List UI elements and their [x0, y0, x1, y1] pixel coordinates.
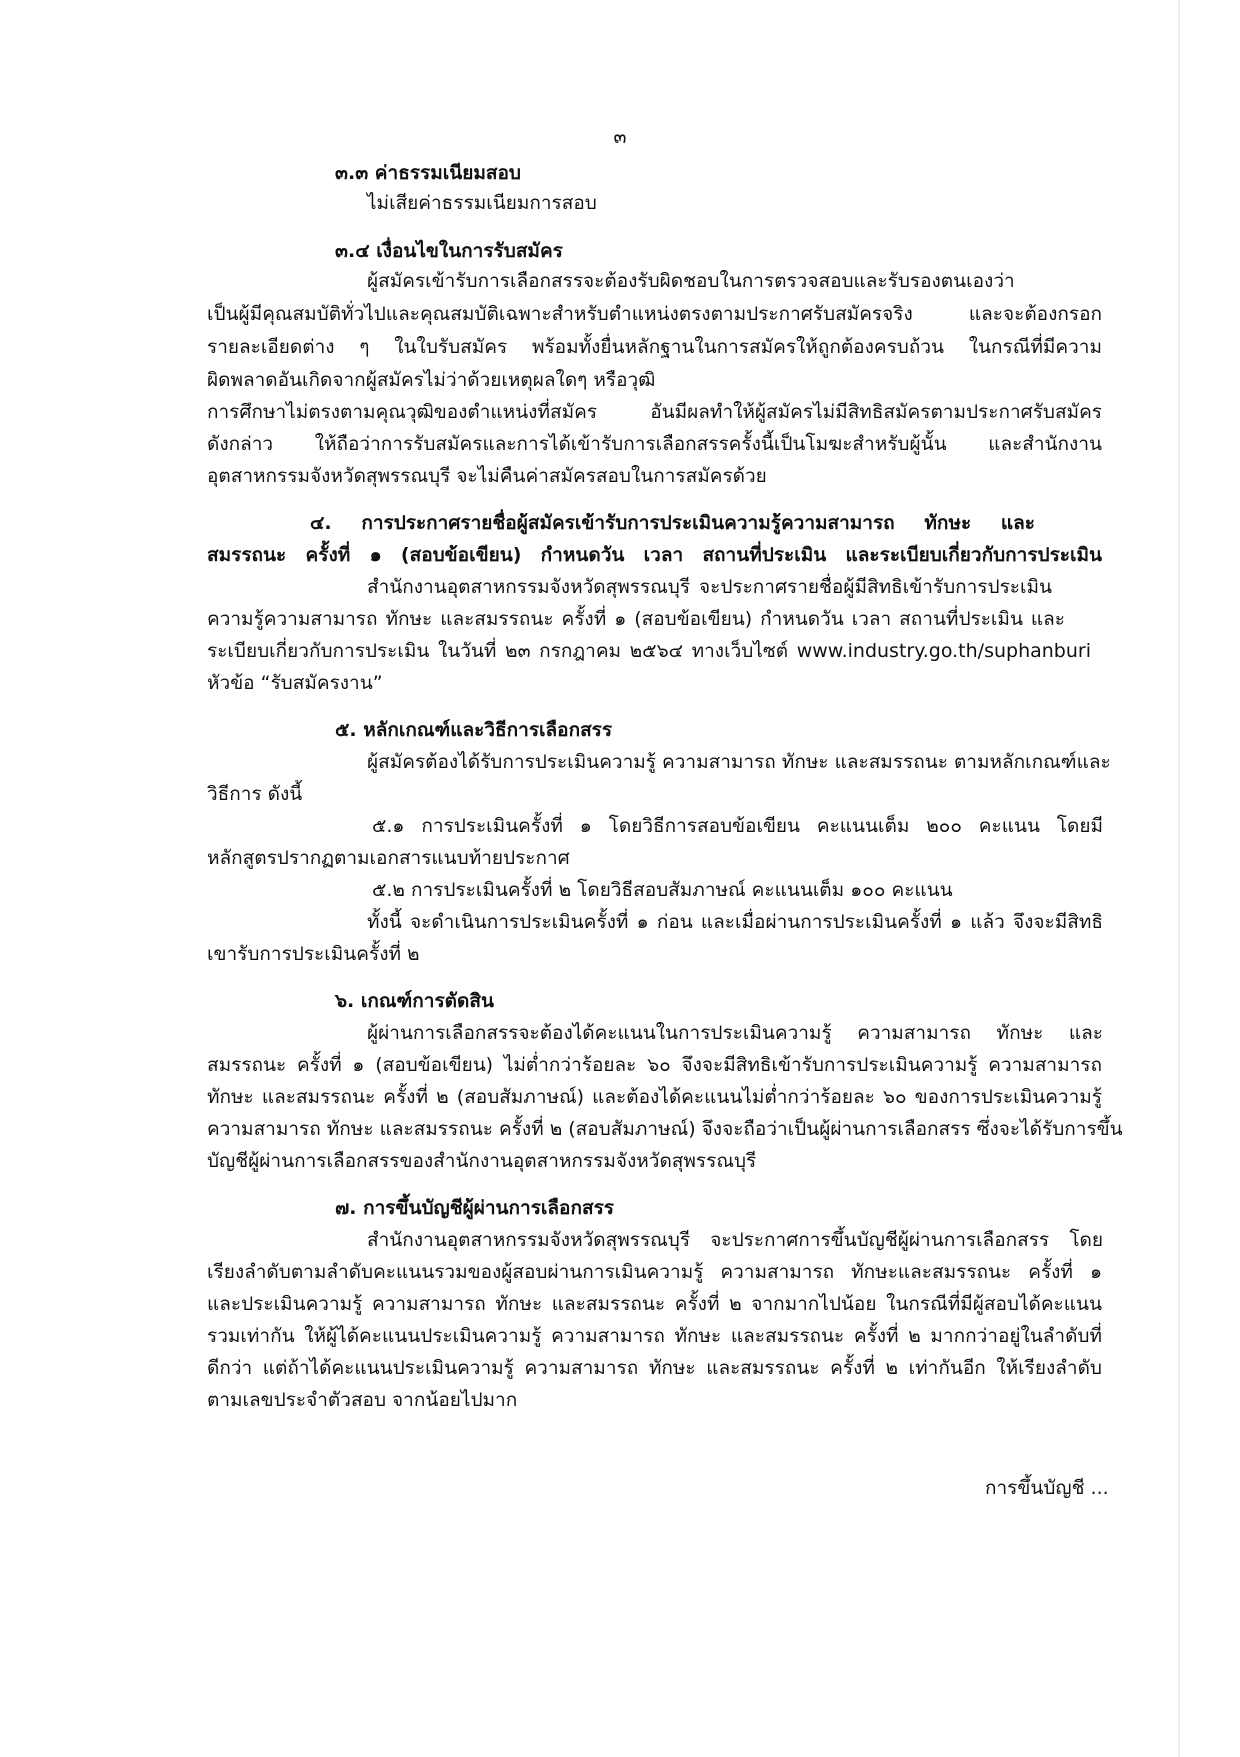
- paragraph-line: รายละเอียดต่าง ๆ ในใบรับสมัคร พร้อมทั้งยื่นหลักฐานในการสมัครให้ถูกต้องครบถ้วน ในกรณีที่มีความ: [207, 336, 1102, 358]
- paragraph-line: ผู้ผ่านการเลือกสรรจะต้องได้คะแนนในการประเมินความรู้ ความสามารถ ทักษะ และ: [367, 1022, 1103, 1044]
- paragraph-line: และประเมินความรู้ ความสามารถ ทักษะ และสมรรถนะ ครั้งที่ ๒ จากมากไปน้อย ในกรณีที่มีผู้สอบได้คะแนน: [207, 1293, 1102, 1315]
- section-6-heading: ๖. เกณฑ์การตัดสิน: [335, 990, 494, 1012]
- paragraph-line: บัญชีผู้ผ่านการเลือกสรรของสำนักงานอุตสาหกรรมจังหวัดสุพรรณบุรี: [207, 1150, 757, 1172]
- section-7-heading: ๗. การขึ้นบัญชีผู้ผ่านการเลือกสรร: [335, 1197, 614, 1219]
- paragraph-line: ดังกล่าว ให้ถือว่าการรับสมัครและการได้เข้ารับการเลือกสรรครั้งนี้เป็นโมฆะสำหรับผู้นั้น และสำนักงาน: [207, 433, 1102, 455]
- paragraph-line: ความรู้ความสามารถ ทักษะ และสมรรถนะ ครั้งที่ ๑ (สอบข้อเขียน) กำหนดวัน เวลา สถานที่ประเมิน และ: [207, 608, 1065, 630]
- paragraph-line: ดีกว่า แต่ถ้าได้คะแนนประเมินความรู้ ความสามารถ ทักษะ และสมรรถนะ ครั้งที่ ๒ เท่ากันอีก ให้เรียงลำดับ: [207, 1357, 1102, 1379]
- paragraph-line: ตามเลขประจำตัวสอบ จากน้อยไปมาก: [207, 1389, 518, 1411]
- paragraph-line: ความสามารถ ทักษะ และสมรรถนะ ครั้งที่ ๒ (สอบสัมภาษณ์) จึงจะถือว่าเป็นผู้ผ่านการเลือกสรร ซึ่งจะได้รับการขึ้น: [207, 1118, 1123, 1140]
- continuation-note: การขึ้นบัญชี ...: [985, 1477, 1109, 1499]
- paragraph-line: ผิดพลาดอันเกิดจากผู้สมัครไม่ว่าด้วยเหตุผลใดๆ หรือวุฒิ: [207, 369, 656, 391]
- criterion-5-2: ๕.๒ การประเมินครั้งที่ ๒ โดยวิธีสอบสัมภาษณ์ คะแนนเต็ม ๑๐๐ คะแนน: [372, 879, 953, 901]
- criterion-5-1: ๕.๑ การประเมินครั้งที่ ๑ โดยวิธีการสอบข้อเขียน คะแนนเต็ม ๒๐๐ คะแนน โดยมี: [372, 815, 1103, 837]
- paragraph-line: รวมเท่ากัน ให้ผู้ได้คะแนนประเมินความรู้ ความสามารถ ทักษะ และสมรรถนะ ครั้งที่ ๒ มากกว่าอยู่ในลำดับที่: [207, 1325, 1102, 1347]
- paragraph-line: ระเบียบเกี่ยวกับการประเมิน ในวันที่ ๒๓ กรกฎาคม ๒๕๖๔ ทางเว็บไซต์ www.industry.go.th/suphanburi: [207, 640, 1091, 662]
- paragraph-line: ผู้สมัครต้องได้รับการประเมินความรู้ ความสามารถ ทักษะ และสมรรถนะ ตามหลักเกณฑ์และ: [367, 751, 1111, 773]
- paragraph-line: สำนักงานอุตสาหกรรมจังหวัดสุพรรณบุรี จะประกาศรายชื่อผู้มีสิทธิเข้ารับการประเมิน: [367, 576, 1052, 598]
- paragraph-line: ทั้งนี้ จะดำเนินการประเมินครั้งที่ ๑ ก่อน และเมื่อผ่านการประเมินครั้งที่ ๑ แล้ว จึงจะมีสิทธิ: [367, 911, 1103, 933]
- section-3-3-text: ไม่เสียค่าธรรมเนียมการสอบ: [367, 192, 597, 214]
- paragraph-line: สมรรถนะ ครั้งที่ ๑ (สอบข้อเขียน) ไม่ต่ำกว่าร้อยละ ๖๐ จึงจะมีสิทธิเข้ารับการประเมินความรู้ ความสามารถ: [207, 1054, 1102, 1076]
- paragraph-line: หลักสูตรปรากฏตามเอกสารแนบท้ายประกาศ: [207, 847, 570, 869]
- paragraph-line: สำนักงานอุตสาหกรรมจังหวัดสุพรรณบุรี จะประกาศการขึ้นบัญชีผู้ผ่านการเลือกสรร โดย: [367, 1229, 1103, 1251]
- section-3-3-heading: ๓.๓ ค่าธรรมเนียมสอบ: [335, 162, 521, 184]
- paragraph-line: อุตสาหกรรมจังหวัดสุพรรณบุรี จะไม่คืนค่าสมัครสอบในการสมัครด้วย: [207, 465, 767, 487]
- paragraph-line: เรียงลำดับตามลำดับคะแนนรวมของผู้สอบผ่านการเมินความรู้ ความสามารถ ทักษะและสมรรถนะ ครั้งที่ ๑: [207, 1261, 1102, 1283]
- paragraph-line: ทักษะ และสมรรถนะ ครั้งที่ ๒ (สอบสัมภาษณ์) และต้องได้คะแนนไม่ต่ำกว่าร้อยละ ๖๐ ของการประเมินความรู้: [207, 1086, 1102, 1108]
- section-4-heading-cont: สมรรถนะ ครั้งที่ ๑ (สอบข้อเขียน) กำหนดวัน เวลา สถานที่ประเมิน และระเบียบเกี่ยวกับการประเมิน: [207, 544, 1102, 566]
- paragraph-line: วิธีการ ดังนี้: [207, 783, 303, 805]
- page-edge: [1178, 0, 1180, 1757]
- section-5-heading: ๕. หลักเกณฑ์และวิธีการเลือกสรร: [335, 719, 613, 741]
- paragraph-line: การศึกษาไม่ตรงตามคุณวุฒิของตำแหน่งที่สมัคร อันมีผลทำให้ผู้สมัครไม่มีสิทธิสมัครตามประกาศรับสมัคร: [207, 401, 1102, 423]
- paragraph-line: เขารับการประเมินครั้งที่ ๒: [207, 943, 420, 965]
- paragraph-line: เป็นผู้มีคุณสมบัติทั่วไปและคุณสมบัติเฉพาะสำหรับตำแหน่งตรงตามประกาศรับสมัครจริง และจะต้องกรอก: [207, 303, 1102, 325]
- paragraph-line: หัวข้อ “รับสมัครงาน”: [207, 672, 383, 694]
- section-3-4-heading: ๓.๔ เงื่อนไขในการรับสมัคร: [335, 240, 563, 262]
- paragraph-line: ผู้สมัครเข้ารับการเลือกสรรจะต้องรับผิดชอบในการตรวจสอบและรับรองตนเองว่า: [367, 270, 1015, 292]
- page-number: ๓: [613, 126, 627, 148]
- section-4-heading: ๔. การประกาศรายชื่อผู้สมัครเข้ารับการประเมินความรู้ความสามารถ ทักษะ และ: [310, 512, 1035, 534]
